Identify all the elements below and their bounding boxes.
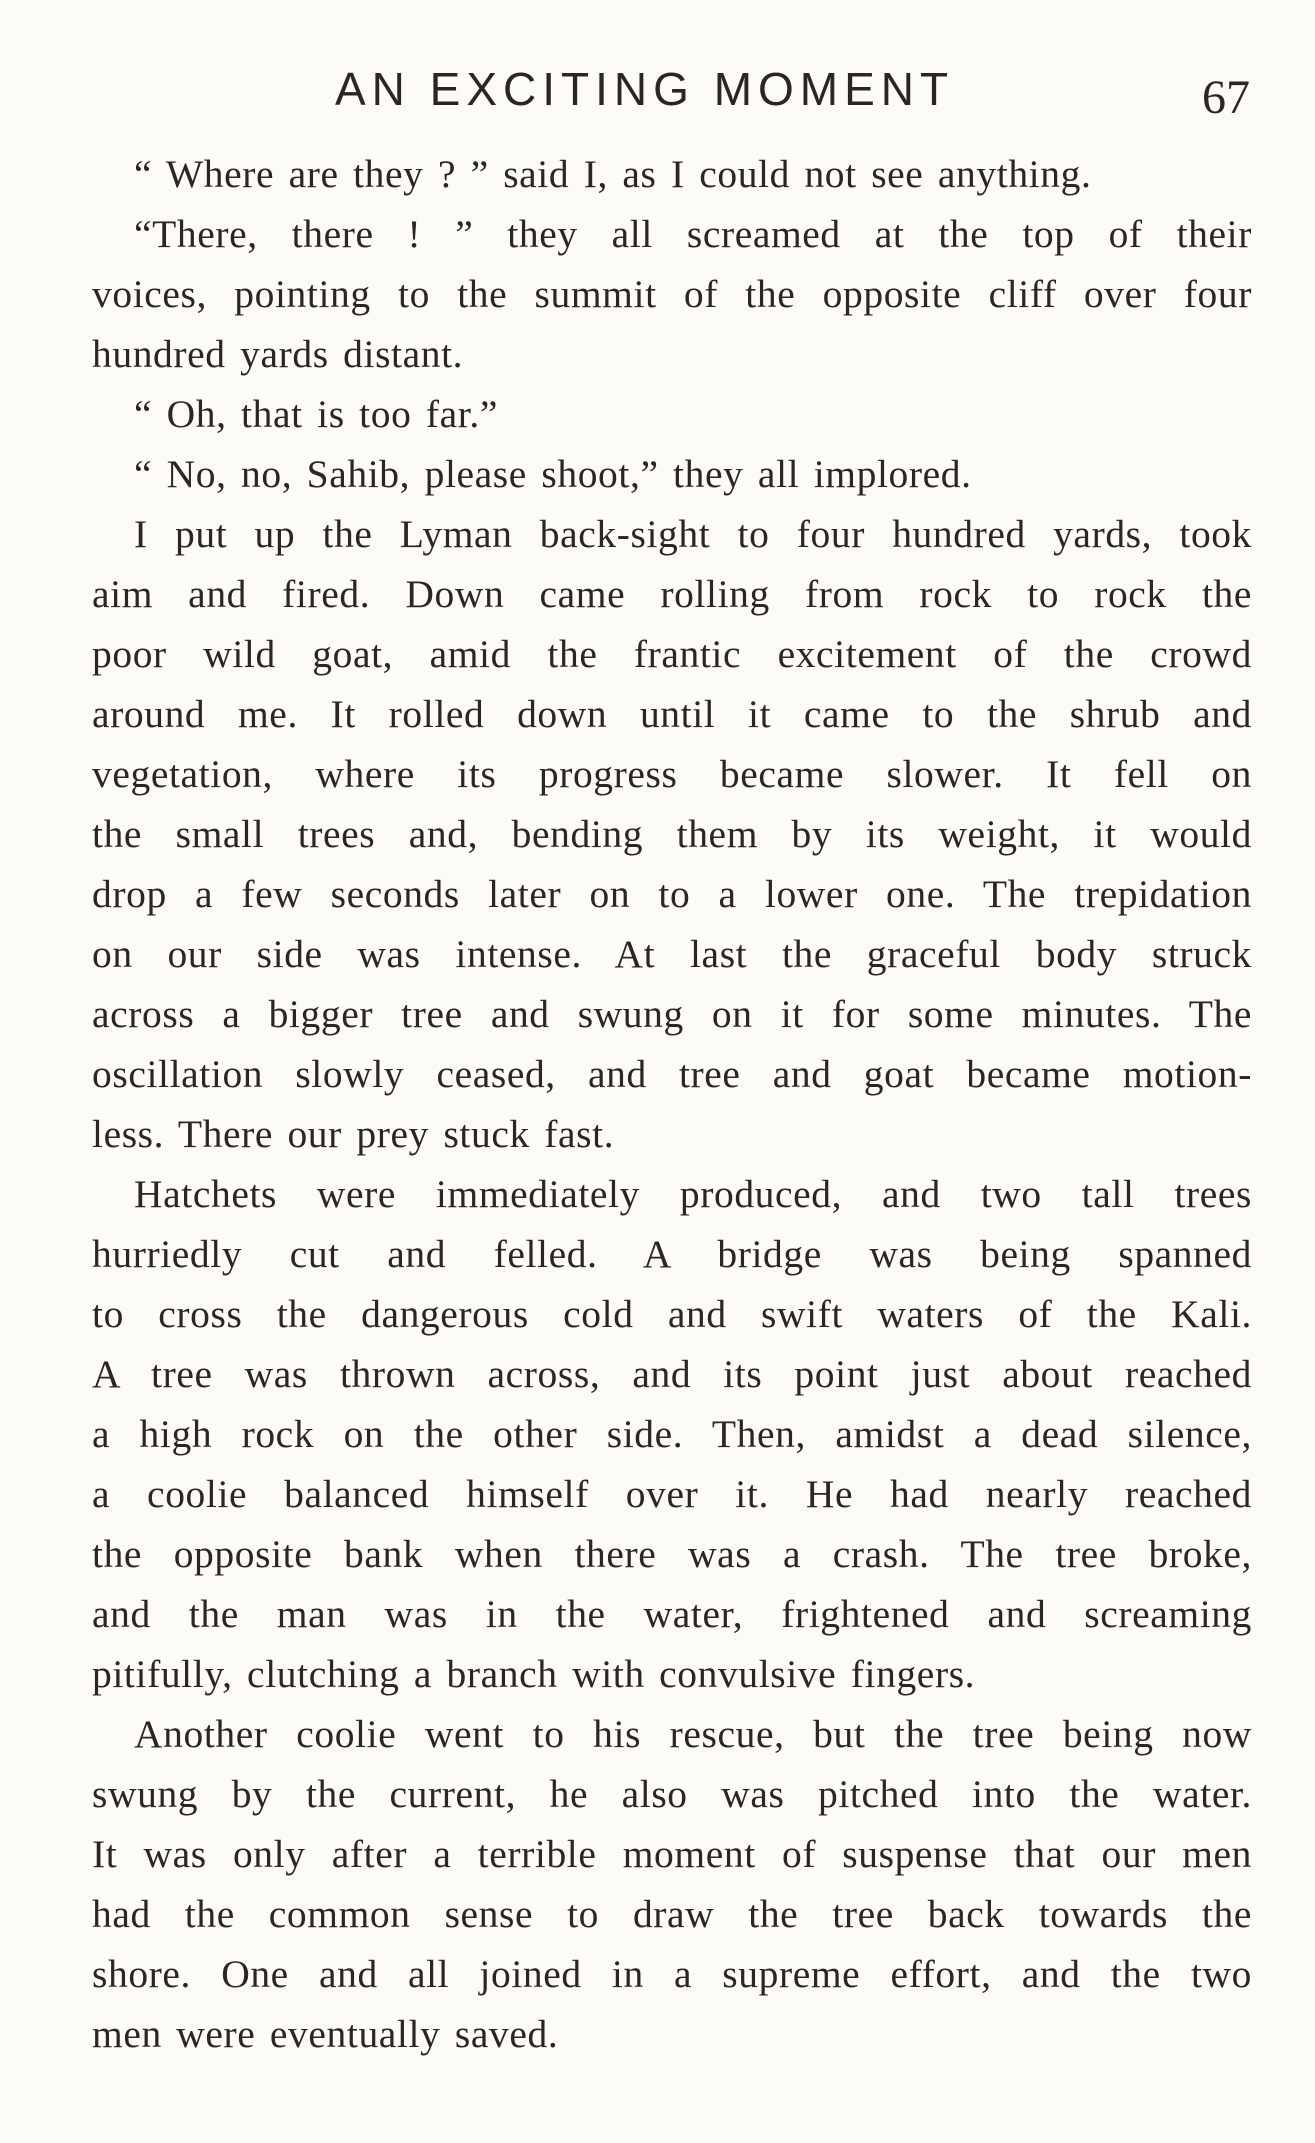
text-line: to cross the dangerous cold and swift waters of the Kali.	[92, 1292, 1252, 1336]
text-line: hurriedly cut and felled. A bridge was being spanned	[92, 1232, 1252, 1276]
text-line: It was only after a terrible moment of suspense that our men	[92, 1832, 1252, 1876]
text-line: on our side was intense. At last the graceful body struck	[92, 932, 1252, 976]
text-line: had the common sense to draw the tree back towards the	[92, 1892, 1252, 1936]
text-line: across a bigger tree and swung on it for some minutes. The	[92, 992, 1252, 1036]
text-line: “There, there ! ” they all screamed at the top of their	[134, 212, 1252, 256]
text-line: and the man was in the water, frightened and screaming	[92, 1592, 1252, 1636]
text-line: “ Oh, that is too far.”	[134, 392, 498, 436]
text-line: men were eventually saved.	[92, 2012, 559, 2056]
text-line: Another coolie went to his rescue, but the tree being now	[134, 1712, 1252, 1756]
text-line: the opposite bank when there was a crash. The tree broke,	[92, 1532, 1252, 1576]
text-line: shore. One and all joined in a supreme effort, and the two	[92, 1952, 1252, 1996]
text-line: hundred yards distant.	[92, 332, 464, 376]
text-line: oscillation slowly ceased, and tree and goat became motion-	[92, 1052, 1252, 1096]
text-line: pitifully, clutching a branch with convulsive fingers.	[92, 1652, 976, 1696]
body-text	[92, 144, 1252, 2064]
text-line: drop a few seconds later on to a lower one. The trepidation	[92, 872, 1252, 916]
text-line: “ No, no, Sahib, please shoot,” they all implored.	[134, 452, 972, 496]
text-line: a high rock on the other side. Then, amidst a dead silence,	[92, 1412, 1252, 1456]
text-line: vegetation, where its progress became slower. It fell on	[92, 752, 1252, 796]
text-line: around me. It rolled down until it came to the shrub and	[92, 692, 1252, 736]
text-line: Hatchets were immediately produced, and two tall trees	[134, 1172, 1252, 1216]
text-line: voices, pointing to the summit of the opposite cliff over four	[92, 272, 1252, 316]
text-line: a coolie balanced himself over it. He had nearly reached	[92, 1472, 1252, 1516]
text-line: swung by the current, he also was pitched into the water.	[92, 1772, 1252, 1816]
text-line: A tree was thrown across, and its point just about reached	[92, 1352, 1252, 1396]
text-line: less. There our prey stuck fast.	[92, 1112, 615, 1156]
text-line: aim and fired. Down came rolling from rock to rock the	[92, 572, 1252, 616]
text-line: poor wild goat, amid the frantic excitement of the crowd	[92, 632, 1252, 676]
text-line: “ Where are they ? ” said I, as I could not see anything.	[134, 152, 1092, 196]
text-line: the small trees and, bending them by its weight, it would	[92, 812, 1252, 856]
text-line: I put up the Lyman back-sight to four hundred yards, took	[134, 512, 1252, 556]
page-number: 67	[1202, 71, 1250, 124]
running-head: AN EXCITING MOMENT	[335, 63, 955, 115]
